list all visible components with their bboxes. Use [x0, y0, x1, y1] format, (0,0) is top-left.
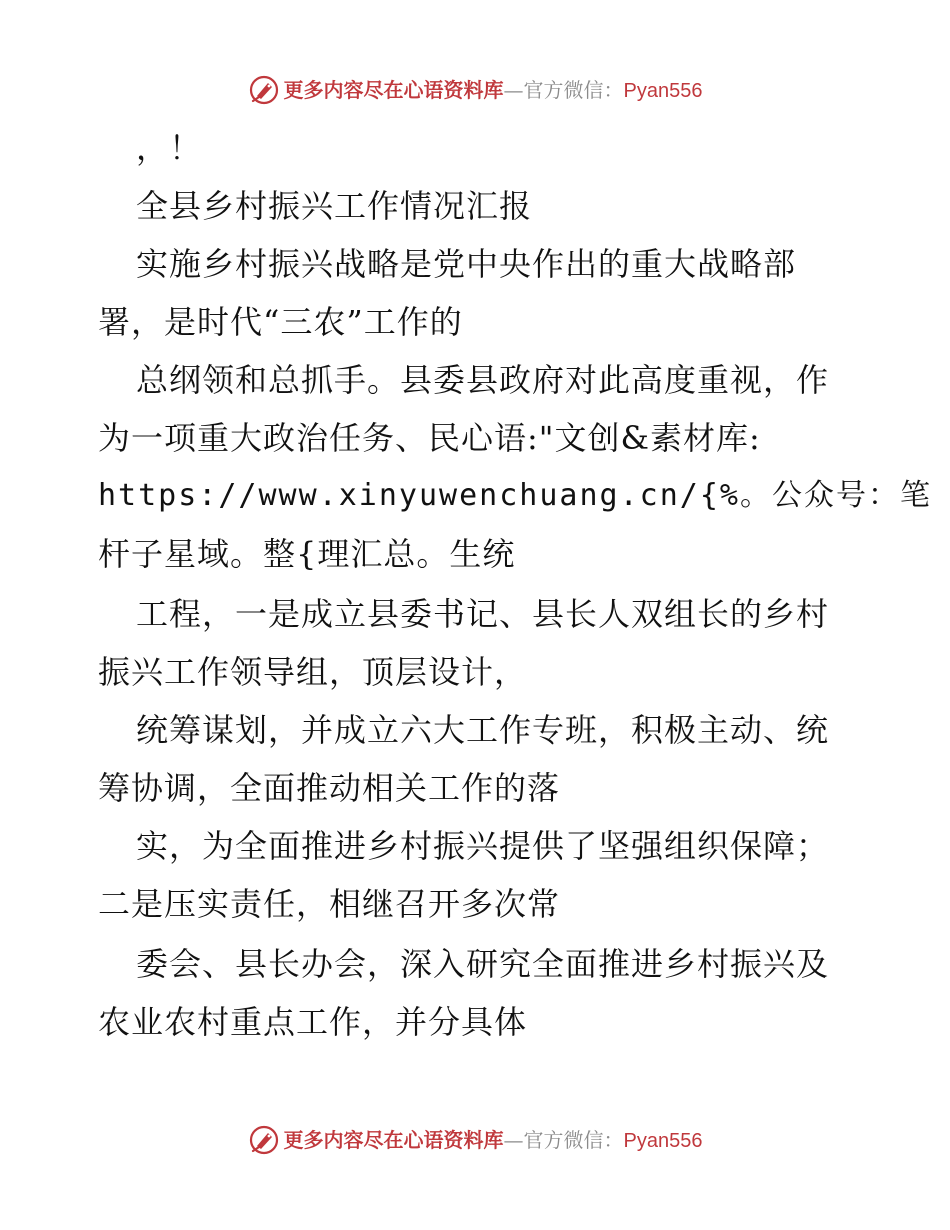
footer-banner-text — [284, 1120, 703, 1161]
footer-banner-title: 更多内容尽在心语资料库 — [283, 1127, 504, 1152]
header-banner-text — [284, 70, 703, 111]
text-line-5: 总纲领和总抓手。县委县政府对此高度重视，作 — [136, 361, 830, 399]
header-banner-separator: —官方微信： — [503, 77, 624, 102]
header-banner — [0, 70, 950, 110]
text-line-3: 实施乡村振兴战略是党中央作出的重大战略部 — [136, 245, 797, 283]
text-line-13: 实，为全面推进乡村振兴提供了坚强组织保障； — [136, 827, 830, 865]
header-banner-title: 更多内容尽在心语资料库 — [283, 77, 504, 102]
text-line-11: 统筹谋划，并成立六大工作专班，积极主动、统 — [136, 711, 830, 749]
document-title: 全县乡村振兴工作情况汇报 — [136, 187, 533, 225]
footer-banner — [0, 1120, 950, 1160]
header-banner-id: Pyan556 — [623, 79, 703, 102]
text-line-16: 农业农村重点工作，并分具体 — [98, 1003, 528, 1041]
footer-banner-id: Pyan556 — [623, 1129, 703, 1152]
text-line-10: 振兴工作领导组，顶层设计， — [98, 653, 528, 691]
text-line-6: 为一项重大政治任务、民心语:"文创&素材库: — [98, 419, 761, 457]
text-line-9: 工程，一是成立县委书记、县长人双组长的乡村 — [136, 595, 830, 633]
pen-nib-circle-icon — [248, 74, 280, 106]
pen-nib-circle-icon — [248, 1124, 280, 1156]
text-line-15: 委会、县长办会，深入研究全面推进乡村振兴及 — [136, 945, 830, 983]
footer-banner-separator: —官方微信： — [503, 1127, 624, 1152]
text-line-8: 杆子星域。整{理汇总。生统 — [98, 535, 516, 573]
text-line-12: 筹协调，全面推动相关工作的落 — [98, 769, 561, 807]
text-line-1: ，！ — [136, 129, 203, 167]
text-line-7: https://www.xinyuwenchuang.cn/{%。公众号：笔 — [98, 478, 932, 513]
text-line-14: 二是压实责任，相继召开多次常 — [98, 885, 561, 923]
text-line-4: 署，是时代“三农”工作的 — [98, 303, 463, 341]
